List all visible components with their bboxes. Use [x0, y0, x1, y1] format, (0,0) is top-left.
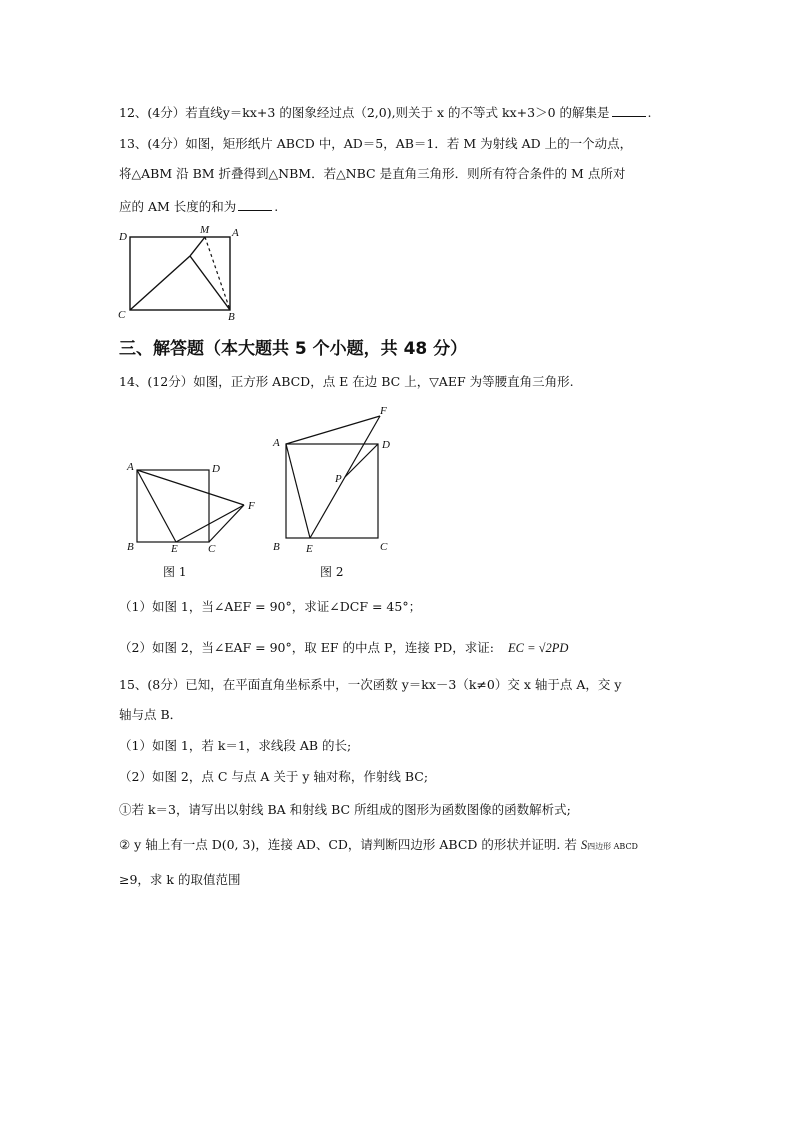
- q13-line1: 13、(4分）如图，矩形纸片 ABCD 中，AD＝5，AB＝1．若 M 为射线 AD 上的一个动点，: [119, 136, 633, 151]
- q14-part2: [119, 640, 568, 656]
- label-f: F: [380, 405, 387, 417]
- label-p: P: [335, 473, 342, 485]
- label-c: C: [380, 541, 388, 553]
- q12-text: 12、(4分）若直线y＝kx+3 的图象经过点（2,0),则关于 x 的不等式 kx+3＞0 的解集是: [119, 105, 610, 120]
- q13-line3: [119, 198, 278, 215]
- rect-abcd: [130, 237, 230, 310]
- q12-period: .: [647, 105, 652, 120]
- label-a: A: [232, 227, 239, 239]
- q14-fig2-caption: 图 2: [320, 565, 344, 579]
- q15-last-line: ≥9，求 k 的取值范围: [119, 872, 241, 887]
- square-abcd: [137, 470, 209, 542]
- q15-area-subscript: 四边形 ABCD: [587, 842, 638, 851]
- q15-sub2-text: ② y 轴上有一点 D(0, 3)，连接 AD、CD，请判断四边形 ABCD 的形状并证明. 若: [119, 837, 577, 852]
- q14-figure-2: [268, 402, 398, 554]
- section-3-heading: 三、解答题（本大题共 5 个小题，共 48 分）: [119, 339, 468, 359]
- q14-stem: 14、(12分）如图，正方形 ABCD，点 E 在边 BC 上，▽AEF 为等腰直角三角形.: [119, 374, 574, 389]
- label-a: A: [127, 461, 134, 473]
- q14-part2-text: （2）如图 2，当∠EAF = 90°，取 EF 的中点 P，连接 PD，求证:: [119, 640, 495, 655]
- q14-figure-1: [122, 460, 262, 555]
- label-f: F: [248, 500, 255, 512]
- q15-line1: 15、(8分）已知，在平面直角坐标系中，一次函数 y＝kx－3（k≠0）交 x 轴于点 A，交 y: [119, 677, 622, 692]
- q13-figure: [115, 222, 240, 323]
- label-c: C: [208, 543, 216, 555]
- q14-fig1-caption: 图 1: [163, 565, 187, 579]
- label-a: A: [273, 437, 280, 449]
- segment-ae: [286, 444, 310, 538]
- q15-part2: （2）如图 2，点 C 与点 A 关于 y 轴对称，作射线 BC;: [119, 769, 429, 784]
- segment-ef: [176, 505, 244, 542]
- q12-answer-blank: [612, 104, 646, 117]
- segment-nb: [190, 256, 230, 310]
- label-m: M: [200, 224, 210, 236]
- q13-answer-blank: [238, 198, 272, 211]
- label-b: B: [273, 541, 280, 553]
- q13-period: .: [274, 199, 279, 214]
- segment-cf: [209, 505, 244, 542]
- q12-line: [119, 104, 651, 121]
- q15-sub1: ①若 k＝3，请写出以射线 BA 和射线 BC 所组成的图形为函数图像的函数解析式;: [119, 802, 571, 817]
- q13-line2: 将△ABM 沿 BM 折叠得到△NBM．若△NBC 是直角三角形．则所有符合条件的 M 点所对: [119, 166, 626, 181]
- segment-mb-dashed: [205, 237, 230, 310]
- label-b: B: [228, 311, 235, 323]
- q14-part1: （1）如图 1，当∠AEF = 90°，求证∠DCF = 45°；: [119, 599, 422, 614]
- q15-line2: 轴与点 B．: [119, 707, 183, 722]
- label-b: B: [127, 541, 134, 553]
- label-d: D: [119, 231, 127, 243]
- q15-part1: （1）如图 1，若 k＝1，求线段 AB 的长;: [119, 738, 352, 753]
- q15-sub2: [119, 837, 638, 855]
- label-c: C: [118, 309, 126, 321]
- label-e: E: [306, 543, 313, 555]
- q14-part2-formula: EC = √2PD: [508, 641, 569, 655]
- label-d: D: [212, 463, 220, 475]
- segment-cn: [130, 256, 190, 310]
- label-e: E: [171, 543, 178, 555]
- q15-area-symbol: S: [580, 838, 588, 852]
- q13-text: 应的 AM 长度的和为: [119, 199, 237, 214]
- segment-mn: [190, 237, 205, 256]
- label-d: D: [382, 439, 390, 451]
